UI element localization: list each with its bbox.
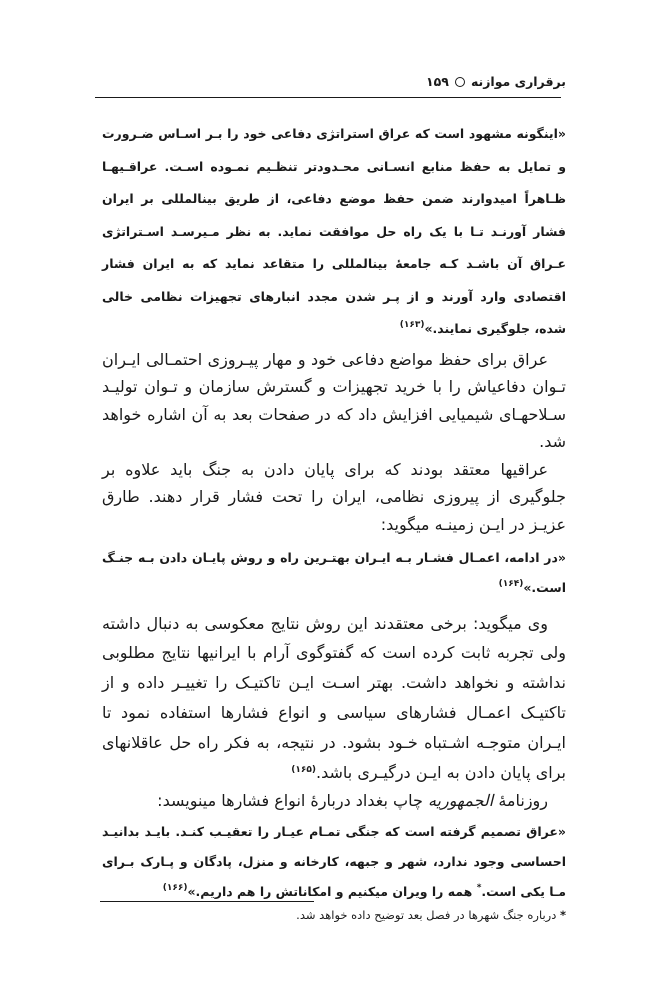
quote-text: «اینگونه مشهود است که عراق استراتژی دفاعی خود را بـر اسـاس ضـرورت و تمایل به حفظ منابع انسـانی محـدودتر تنظـیم نمـوده اسـت. عراقـیهـا ظـاهراً امیدوارند ضمن حفظ موضع دفاعی، از طریق بینالمللی بر ایران فشار آورنـد تـا با یک راه حل موافقت نماید. به نظر مـیرسـد اسـتراتژی عـراق آن باشـد کـه جامعهٔ بینالمللی را متقاعد نماید که به ایران فشار اقتصادی وارد آورند و از پـر شدن مجدد انبارهای تجهیزات نظامی خالی شده، جلوگیری نمایند.» (102, 126, 566, 336)
header-rule (95, 97, 561, 98)
quote-text: «در ادامه، اعمـال فشـار بـه ایـران بهتـرین راه و روش پایـان دادن بـه جنـگ است.» (102, 549, 566, 595)
running-title: برقراری موازنه (470, 74, 566, 89)
quote-block-1 (102, 118, 566, 346)
footnote-text: درباره جنگ شهرها در فصل بعد توضیح داده خواهد شد. (296, 908, 557, 922)
page-body (102, 118, 566, 907)
footnote-mark: * (559, 908, 566, 922)
quote-text-end: همه را ویران میکنیم و امکاناتش را هم داریم.» (187, 884, 477, 900)
reference-number: (۱۶۵) (291, 764, 317, 775)
newspaper-name: الجمهوریه (427, 791, 494, 811)
paragraph-text: وی میگوید: برخی معتقدند این روش نتایج معکوسی به دنبال داشته ولی تجربه ثابت کرده است که گفتوگوی آرام با ایرانیها نتایج مطلوبی نداشته و نخواهد داشت. بهتر اسـت ایـن تاکتیـک را تغییـر داده و از تاکتیـک اعمـال فشارهای سیاسی و انواع فشارها استفاده نمود تا ایـران متوجـه اشـتباه خـود بشود. در نتیجه، به فکر راه حل عاقلانهای برای پایان دادن به ایـن درگیـری باشد. (102, 613, 566, 782)
quote-text: «عراق تصمیم گرفته است که جنگی تمـام عیـار را تعقیـب کنـد. بایـد بدانیـد احساسی وجود ندارد، شهر و جبهه، کارخانه و منزل، پادگان و پـارک بـرای مـا یکی است. (102, 824, 566, 900)
paragraph-1 (102, 346, 566, 456)
running-header (426, 74, 566, 89)
quote-block-3 (102, 817, 566, 907)
paragraph-text: عراقیها معتقد بودند که برای پایان دادن به جنگ باید علاوه بر جلوگیری از پیروزی نظامی، ایران را تحت فشار قرار دهند. طارق عزیـز در ایـن زمینـه میگوید: (102, 459, 566, 535)
paragraph-text-start: روزنامهٔ (493, 791, 548, 811)
page-number: ۱۵۹ (426, 74, 449, 89)
paragraph-2 (102, 456, 566, 539)
footnote-rule (100, 901, 314, 902)
paragraph-text: عراق برای حفظ مواضع دفاعی خود و مهار پیـروزی احتمـالی ایـران تـوان دفاعیاش را با خرید تجهیزات و گسترش سازمان و تـوان تولیـد سـلاحهـای شیمیایی افزایش داد که در صفحات بعد به آن اشاره خواهد شد. (102, 349, 566, 452)
reference-number: (۱۶۴) (498, 578, 524, 589)
paragraph-3 (102, 609, 566, 788)
paragraph-4 (102, 787, 566, 815)
footnote-mark: * (476, 883, 482, 894)
circle-separator-icon (455, 77, 465, 87)
reference-number: (۱۶۳) (399, 320, 425, 330)
footnote (102, 908, 566, 922)
quote-block-2 (102, 543, 566, 603)
reference-number: (۱۶۶) (162, 883, 188, 894)
paragraph-text-end: چاپ بغداد دربارهٔ انواع فشارها مینویسد: (157, 791, 428, 811)
